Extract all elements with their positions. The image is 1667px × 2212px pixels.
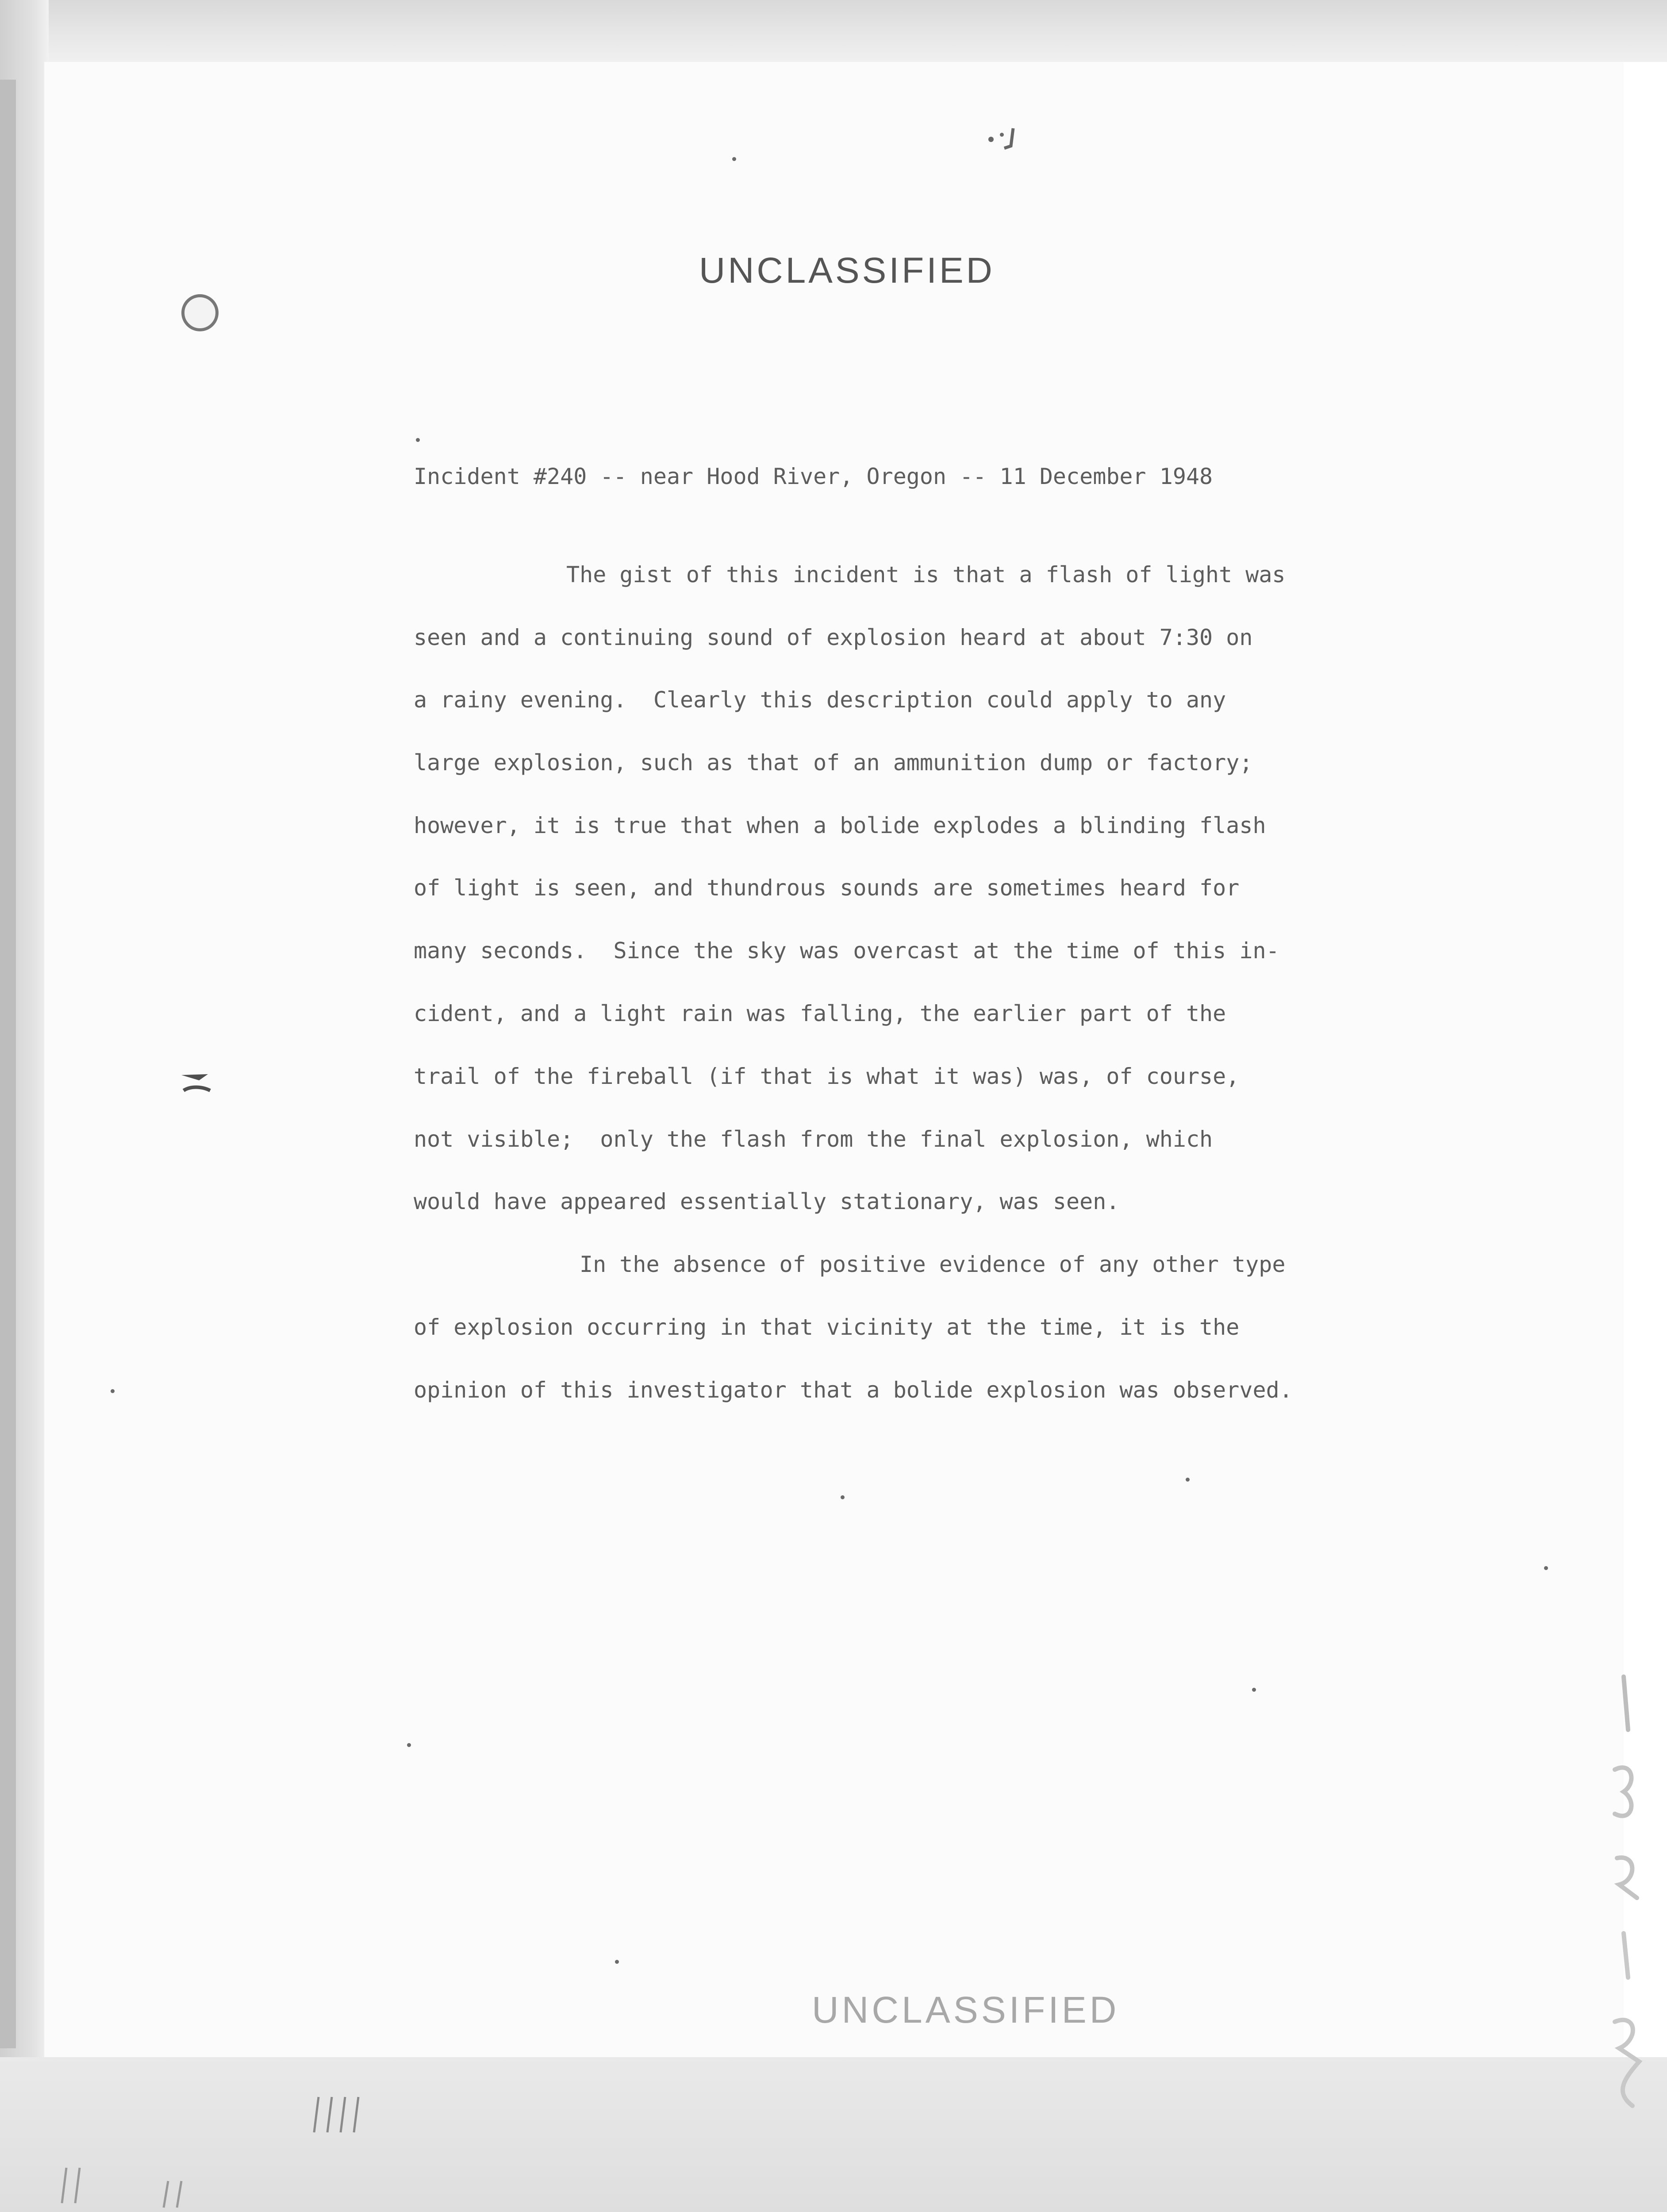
speck xyxy=(1252,1688,1256,1692)
margin-ink-mark xyxy=(177,1066,217,1102)
body-line: however, it is true that when a bolide explodes a blinding flash xyxy=(414,813,1266,838)
speck xyxy=(1186,1478,1190,1482)
punch-hole xyxy=(181,294,219,331)
body-line: of explosion occurring in that vicinity at the time, it is the xyxy=(414,1314,1240,1340)
film-border-top xyxy=(0,0,1667,62)
body-line: opinion of this investigator that a bolide explosion was observed. xyxy=(414,1377,1293,1403)
incident-heading: Incident #240 -- near Hood River, Oregon -- 11 December 1948 xyxy=(414,464,1213,489)
classification-stamp-top: UNCLASSIFIED xyxy=(699,250,995,291)
body-line: trail of the fireball (if that is what it was) was, of course, xyxy=(414,1064,1240,1089)
body-line: not visible; only the flash from the final explosion, which xyxy=(414,1126,1213,1152)
body-line: large explosion, such as that of an ammunition dump or factory; xyxy=(414,750,1253,776)
speck xyxy=(841,1495,845,1499)
speck xyxy=(615,1960,619,1964)
body-line: of light is seen, and thundrous sounds are sometimes heard for xyxy=(414,875,1240,901)
speck xyxy=(407,1743,411,1747)
page-number-mark xyxy=(964,119,1044,155)
speck xyxy=(111,1389,115,1393)
body-line: The gist of this incident is that a flash of light was xyxy=(566,562,1286,588)
film-edge-marks xyxy=(53,2079,451,2212)
speck xyxy=(416,438,420,442)
handwritten-margin-note xyxy=(1597,1668,1655,2110)
body-line: In the absence of positive evidence of any other type xyxy=(580,1252,1286,1277)
body-line: many seconds. Since the sky was overcast at the time of this in- xyxy=(414,938,1279,964)
document-page xyxy=(44,62,1624,2057)
body-line: a rainy evening. Clearly this description could apply to any xyxy=(414,687,1226,713)
classification-stamp-bottom: UNCLASSIFIED xyxy=(812,1989,1120,2031)
body-line: seen and a continuing sound of explosion heard at about 7:30 on xyxy=(414,625,1253,650)
speck xyxy=(732,157,736,161)
body-line: would have appeared essentially stationary, was seen. xyxy=(414,1189,1120,1214)
speck xyxy=(1544,1566,1548,1570)
body-line: cident, and a light rain was falling, the earlier part of the xyxy=(414,1001,1226,1026)
film-border-left-shadow xyxy=(0,80,16,2048)
